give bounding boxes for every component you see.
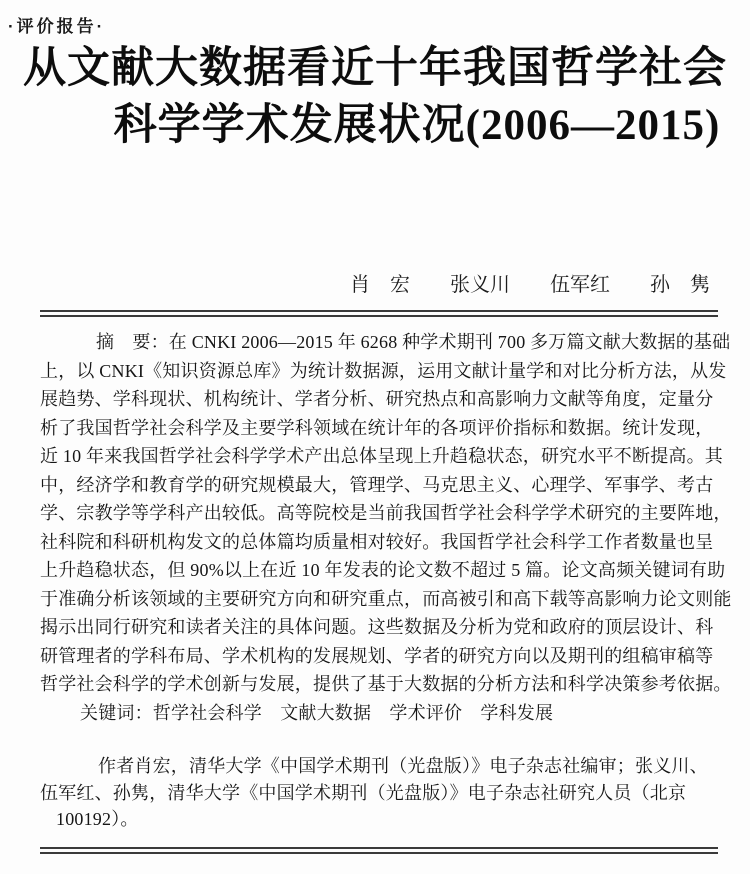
- column-label: ·评价报告·: [8, 17, 106, 36]
- paper-title-line1: 从文献大数据看近十年我国哲学社会: [23, 45, 727, 92]
- abstract-line: 社科院和科研机构发文的总体篇均质量相对较好。我国哲学社会科学工作者数量也呈: [40, 531, 714, 552]
- abstract-line: 摘 要：在 CNKI 2006—2015 年 6268 种学术期刊 700 多万篇文献大数据的基础: [96, 332, 731, 352]
- authors-line: 肖 宏 张义川 伍军红 孙 隽: [350, 274, 710, 296]
- abstract-line: 哲学社会科学的学术创新与发展，提供了基于大数据的分析方法和科学决策参考依据。: [40, 674, 732, 694]
- abstract-block: [40, 328, 732, 727]
- abstract-line: 上升趋稳状态，但 90%以上在近 10 年发表的论文数不超过 5 篇。论文高频关键词有助: [40, 560, 726, 580]
- abstract-line: 中，经济学和教育学的研究规模最大，管理学、马克思主义、心理学、军事学、考古: [40, 474, 714, 495]
- author-note-line: 作者肖宏，清华大学《中国学术期刊（光盘版）》电子杂志社编审；张义川、: [98, 756, 708, 776]
- author-note-line: 100192）。: [56, 809, 139, 829]
- abstract-line: 于准确分析该领域的主要研究方向和研究重点，而高被引和高下载等高影响力论文则能: [40, 588, 732, 609]
- author-note-line: 伍军红、孙隽，清华大学《中国学术期刊（光盘版）》电子杂志社研究人员（北京: [40, 782, 687, 803]
- paper-title: [0, 40, 750, 154]
- abstract-line: 研管理者的学科布局、学术机构的发展规划、学者的研究方向以及期刊的组稿审稿等: [40, 645, 714, 666]
- abstract-line: 揭示出同行研究和读者关注的具体问题。这些数据及分析为党和政府的顶层设计、科: [40, 617, 714, 637]
- keywords-line: 关键词：哲学社会科学 文献大数据 学术评价 学科发展: [80, 702, 554, 723]
- divider-bottom: [40, 847, 718, 854]
- paper-title-line2: 科学学术发展状况(2006—2015): [113, 102, 721, 149]
- abstract-line: 析了我国哲学社会科学及主要学科领域在统计年的各项评价指标和数据。统计发现，: [40, 417, 714, 438]
- abstract-line: 学、宗教学等学科产出较低。高等院校是当前我国哲学社会科学学术研究的主要阵地，: [40, 503, 732, 523]
- abstract-line: 展趋势、学科现状、机构统计、学者分析、研究热点和高影响力文献等角度，定量分: [40, 389, 714, 409]
- abstract-line: 上，以 CNKI《知识资源总库》为统计数据源，运用文献计量学和对比分析方法，从发: [40, 360, 727, 381]
- author-note-block: [40, 753, 732, 833]
- abstract-line: 近 10 年来我国哲学社会科学学术产出总体呈现上升趋稳状态，研究水平不断提高。其: [40, 446, 723, 466]
- divider-top: [40, 310, 718, 317]
